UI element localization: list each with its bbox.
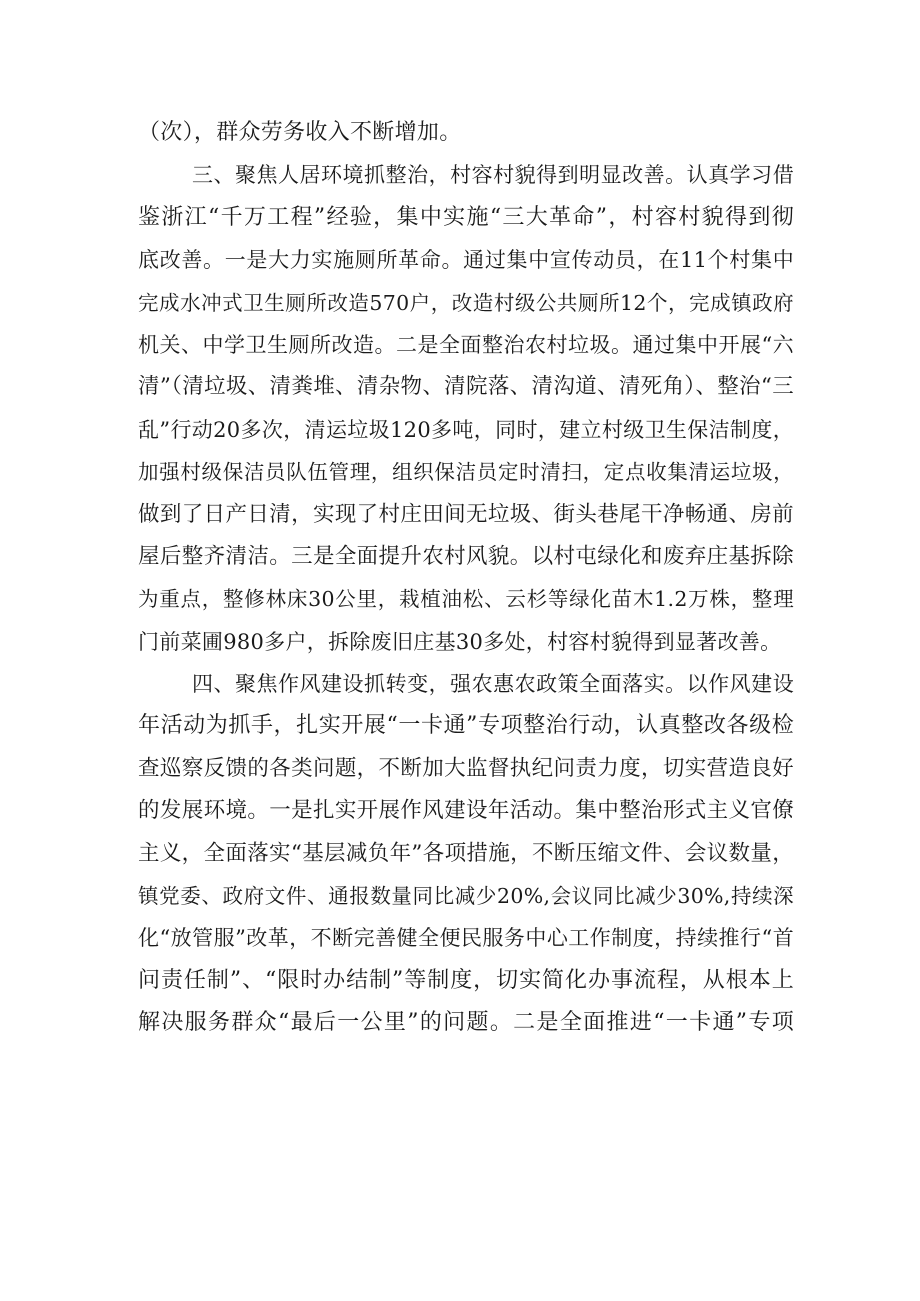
- text-line: 乱”行动20多次，清运垃圾120多吨，同时，建立村级卫生保洁制度，: [138, 417, 794, 442]
- text-line: 做到了日产日清，实现了村庄田间无垃圾、街头巷尾干净畅通、房前: [138, 501, 794, 527]
- text-line: 镇党委、政府文件、通报数量同比减少20%,会议同比减少30%,持续深: [138, 884, 794, 909]
- text-line: 机关、中学卫生厕所改造。二是全面整治农村垃圾。通过集中开展“六: [138, 332, 794, 357]
- paragraph-2: [138, 154, 794, 663]
- text-line: 清”（清垃圾、清粪堆、清杂物、清院落、清沟道、清死角）、整治“三: [138, 374, 794, 400]
- text-line: 年活动为抓手，扎实开展“一卡通”专项整治行动，认真整改各级检: [138, 713, 794, 739]
- text-line: 门前菜圃980多户，拆除废旧庄基30多处，村容村貌得到显著改善。: [138, 629, 782, 654]
- paragraph-3: [138, 663, 794, 1045]
- text-line: （次），群众劳务收入不断增加。: [138, 120, 462, 145]
- text-line: 主义，全面落实“基层减负年”各项措施，不断压缩文件、会议数量，: [138, 840, 794, 866]
- text-line: 四、聚焦作风建设抓转变，强农惠农政策全面落实。以作风建设: [192, 672, 794, 697]
- text-line: 查巡察反馈的各类问题，不断加大监督执纪问责力度，切实营造良好: [138, 755, 794, 781]
- text-line: 底改善。一是大力实施厕所革命。通过集中宣传动员，在11个村集中: [138, 248, 794, 273]
- text-line: 为重点，整修林床30公里，栽植油松、云杉等绿化苗木1.2万株，整理: [138, 587, 794, 612]
- text-line: 鉴浙江“千万工程”经验，集中实施“三大革命”，村容村貌得到彻: [138, 204, 794, 230]
- text-line: 的发展环境。一是扎实开展作风建设年活动。集中整治形式主义官僚: [138, 798, 794, 824]
- text-line: 解决服务群众“最后一公里”的问题。二是全面推进“一卡通”专项: [138, 1010, 794, 1036]
- text-line: 问责任制”、“限时办结制”等制度，切实简化办事流程，从根本上: [138, 967, 794, 993]
- text-line: 化“放管服”改革，不断完善健全便民服务中心工作制度，持续推行“首: [138, 926, 794, 951]
- text-line: 完成水冲式卫生厕所改造570户，改造村级公共厕所12个，完成镇政府: [138, 290, 794, 315]
- text-line: 屋后整齐清洁。三是全面提升农村风貌。以村屯绿化和废弃庄基拆除: [138, 543, 794, 569]
- document-body: [138, 112, 794, 1045]
- text-line: 加强村级保洁员队伍管理，组织保洁员定时清扫，定点收集清运垃圾，: [138, 460, 794, 485]
- paragraph-1: [138, 112, 794, 154]
- text-line: 三、聚焦人居环境抓整治，村容村貌得到明显改善。认真学习借: [192, 163, 794, 188]
